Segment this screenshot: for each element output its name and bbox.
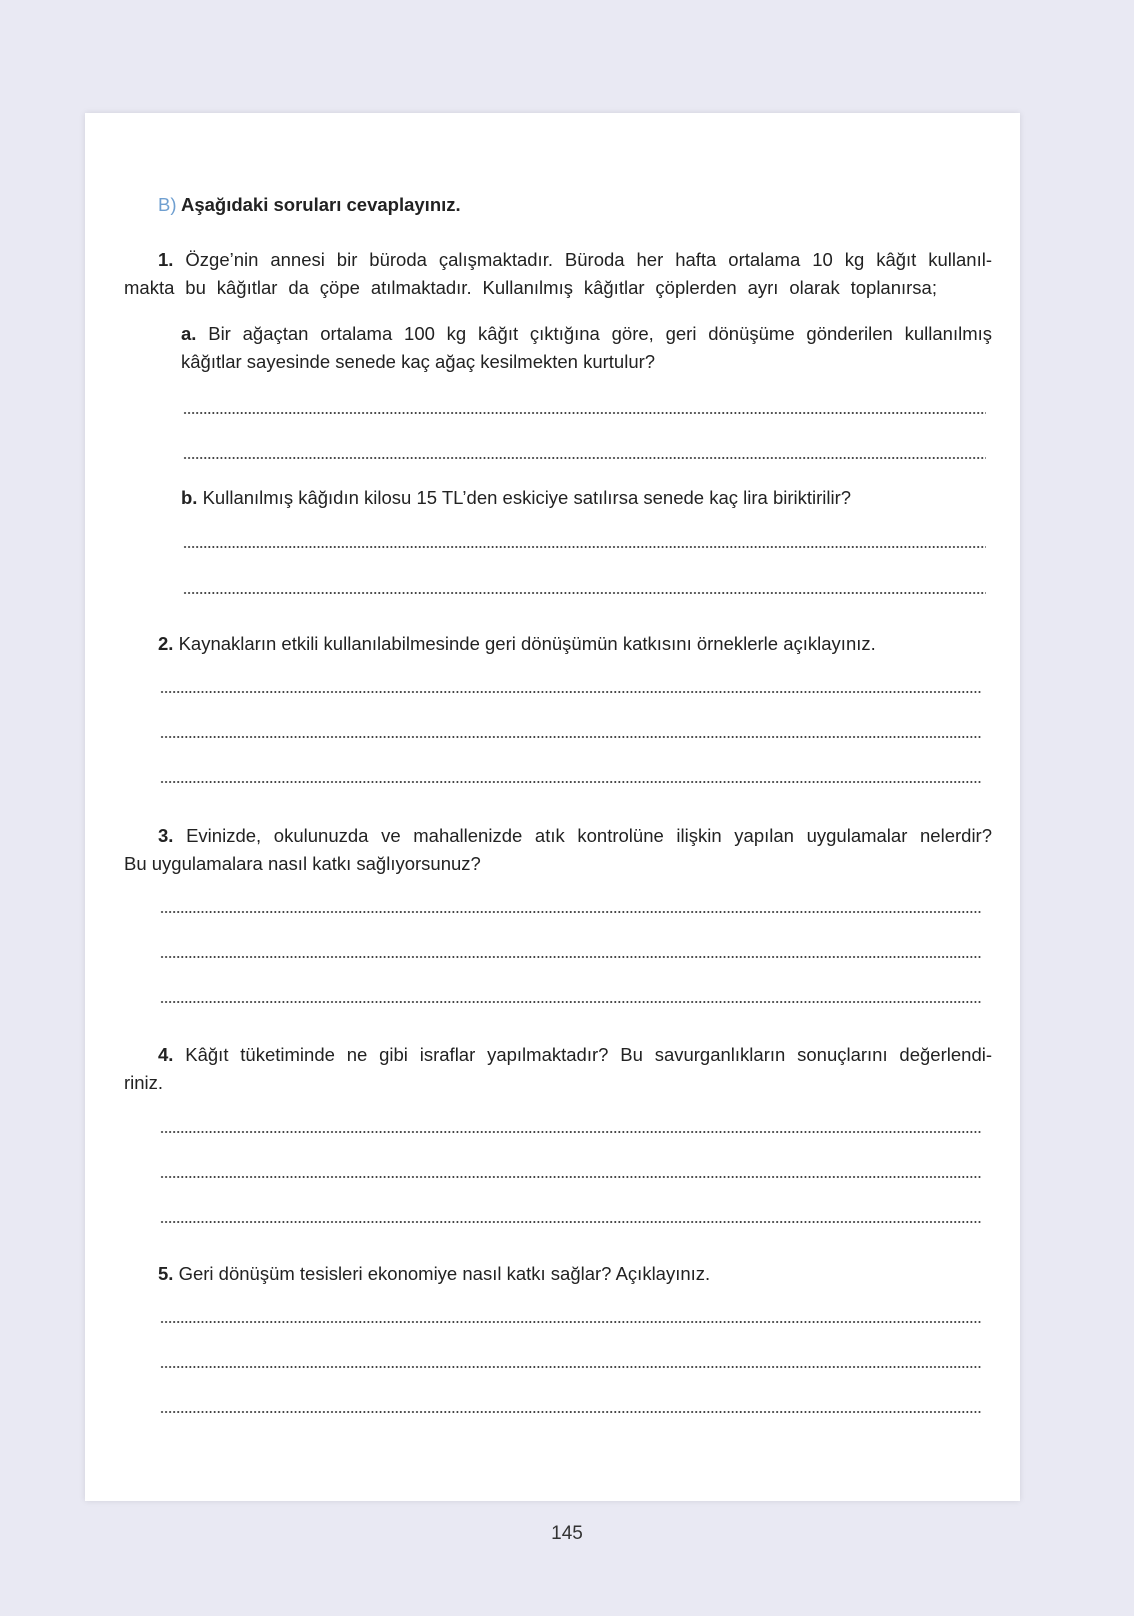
question-5-number: 5. (158, 1263, 174, 1284)
answer-line-1b-1[interactable] (183, 545, 986, 549)
answer-line-4-3[interactable] (160, 1220, 981, 1224)
answer-line-1a-2[interactable] (183, 456, 986, 460)
question-1-line-1: 1. Özge’nin annesi bir büroda çalışmaktadır. Büroda her hafta ortalama 10 kg kâğıt kullanıl- (158, 249, 992, 270)
question-5-line-1: 5. Geri dönüşüm tesisleri ekonomiye nasıl katkı sağlar? Açıklayınız. (158, 1263, 711, 1284)
question-2-line-1: 2. Kaynakların etkili kullanılabilmesinde geri dönüşümün katkısını örneklerle açıklayınız. (158, 633, 876, 654)
answer-line-1b-2[interactable] (183, 591, 986, 595)
question-1a-line-1: a. Bir ağaçtan ortalama 100 kg kâğıt çıktığına göre, geri dönüşüme gönderilen kullanılmış (181, 323, 992, 344)
question-1b-line-1: b. Kullanılmış kâğıdın kilosu 15 TL’den eskiciye satılırsa senede kaç lira biriktirilir? (181, 487, 852, 508)
section-title: Aşağıdaki soruları cevaplayınız. (180, 194, 461, 215)
question-4-line-1: 4. Kâğıt tüketiminde ne gibi israflar yapılmaktadır? Bu savurganlıkların sonuçlarını değerlendi- (158, 1044, 992, 1065)
answer-line-5-1[interactable] (160, 1320, 981, 1324)
answer-line-4-1[interactable] (160, 1130, 981, 1134)
answer-line-5-3[interactable] (160, 1410, 981, 1414)
question-1-line-2: makta bu kâğıtlar da çöpe atılmaktadır. Kullanılmış kâğıtlar çöplerden ayrı olarak toplanırsa; (124, 277, 937, 298)
section-heading (158, 191, 461, 219)
answer-line-4-2[interactable] (160, 1175, 981, 1179)
question-3-line-2: Bu uygulamalara nasıl katkı sağlıyorsunuz? (124, 853, 481, 874)
section-letter: B) (158, 194, 177, 215)
answer-line-3-3[interactable] (160, 1000, 981, 1004)
question-1a-label: a. (181, 323, 197, 344)
answer-line-2-2[interactable] (160, 735, 981, 739)
answer-line-2-3[interactable] (160, 780, 981, 784)
question-3-line-1: 3. Evinizde, okulunuzda ve mahallenizde atık kontrolüne ilişkin yapılan uygulamalar nelerdir? (158, 825, 993, 846)
answer-line-3-2[interactable] (160, 955, 981, 959)
question-2-number: 2. (158, 633, 174, 654)
answer-line-2-1[interactable] (160, 690, 981, 694)
question-4-line-2: riniz. (124, 1072, 164, 1093)
answer-line-1a-1[interactable] (183, 411, 986, 415)
question-4-number: 4. (158, 1044, 174, 1065)
question-1b-label: b. (181, 487, 198, 508)
answer-line-5-2[interactable] (160, 1365, 981, 1369)
question-1a-line-2: kâğıtlar sayesinde senede kaç ağaç kesilmekten kurtulur? (181, 351, 656, 372)
question-1-number: 1. (158, 249, 174, 270)
question-3-number: 3. (158, 825, 174, 846)
answer-line-3-1[interactable] (160, 910, 981, 914)
page-number: 145 (551, 1523, 583, 1544)
